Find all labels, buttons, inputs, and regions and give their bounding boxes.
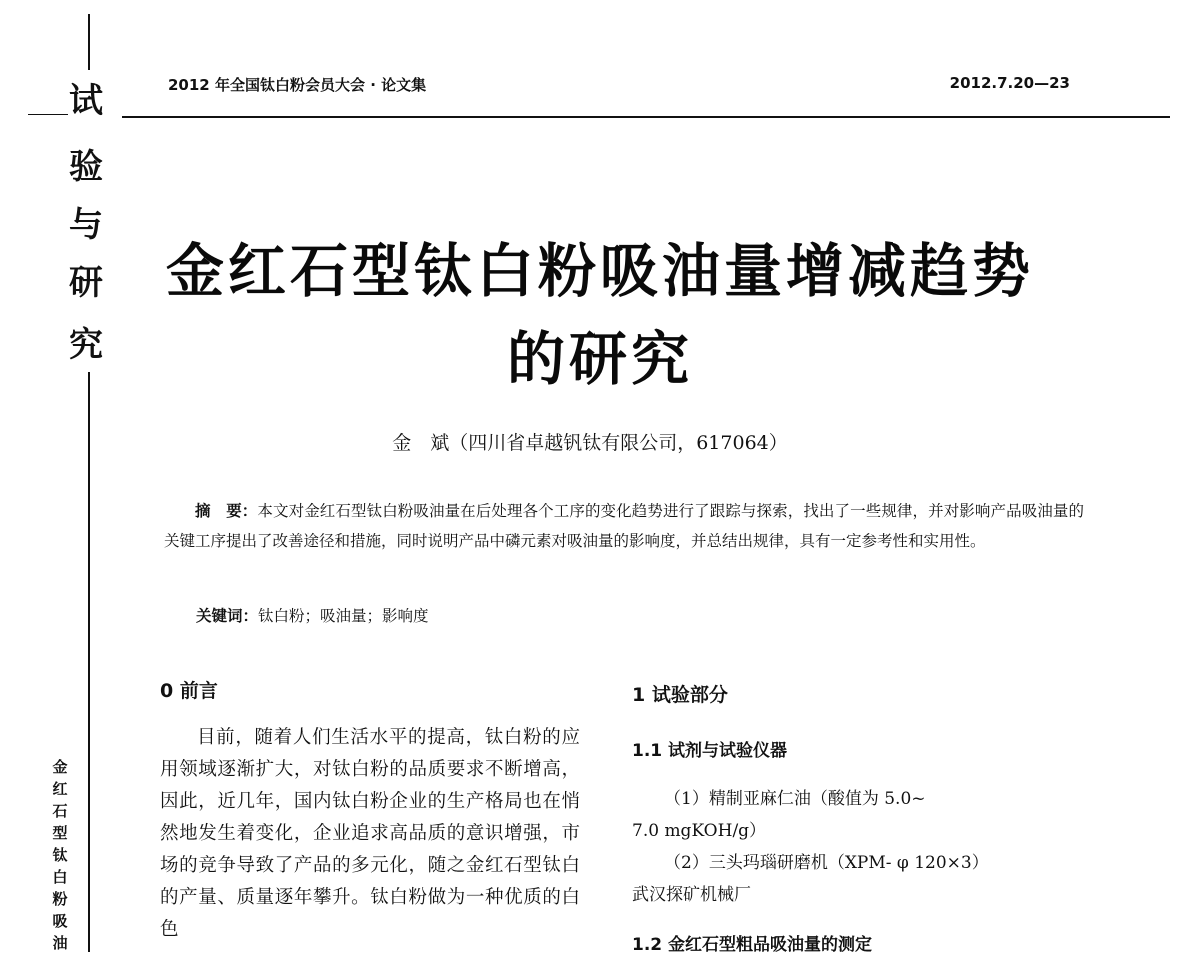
running-title-char-3: 石 — [52, 802, 68, 820]
section-1-2-heading: 1.2 金红石型粗品吸油量的测定 — [632, 935, 873, 955]
keywords-label: 关键词： — [196, 607, 259, 625]
running-title-char-1: 金 — [52, 758, 68, 776]
section-0-heading: 0 前言 — [160, 680, 218, 702]
header-rule — [122, 116, 1170, 118]
section-0-body: 目前，随着人们生活水平的提高，钛白粉的应用领域逐渐扩大，对钛白粉的品质要求不断增高，因此，近几年，国内钛白粉企业的生产格局也在悄然地发生着变化，企业追求高品质的意识增强，市场的竞争导致了产品的多元化，随之金红石型钛白的产量、质量逐年攀升。钛白粉做为一种优质的白色 — [160, 727, 580, 940]
abstract-text: 本文对金红石型钛白粉吸油量在后处理各个工序的变化趋势进行了跟踪与探索，找出了一些规律，并对影响产品吸油量的关键工序提出了改善途径和措施，同时说明产品中磷元素对吸油量的影响度，并总结出规律，具有一定参考性和实用性。 — [164, 502, 1084, 550]
side-line-top — [88, 14, 90, 70]
keywords-text: 钛白粉；吸油量；影响度 — [258, 607, 429, 625]
running-title-char-8: 吸 — [52, 912, 68, 930]
abstract — [164, 496, 1084, 556]
side-line-bottom — [88, 372, 90, 952]
reagent-item-1-line-2: 7.0 mgKOH/g） — [632, 821, 767, 841]
side-tab-char-2: 验 — [69, 147, 103, 187]
side-tab-char-5: 究 — [69, 325, 103, 365]
running-title-char-7: 粉 — [52, 890, 68, 908]
running-title-char-9: 油 — [52, 934, 68, 952]
header-date: 2012.7.20—23 — [949, 74, 1070, 92]
reagent-item-2-line-2: 武汉探矿机械厂 — [632, 885, 751, 905]
running-title-char-6: 白 — [52, 868, 68, 886]
reagent-item-2-line-1: （2）三头玛瑙研磨机（XPM- φ 120×3） — [664, 853, 989, 873]
keywords — [196, 604, 429, 626]
author-affiliation: 金 斌（四川省卓越钒钛有限公司，617064） — [392, 432, 788, 454]
reagent-item-1-line-1: （1）精制亚麻仁油（酸值为 5.0~ — [664, 789, 926, 809]
paper-title-line-1: 金红石型钛白粉吸油量增减趋势 — [165, 237, 1034, 305]
side-tab-char-3: 与 — [69, 205, 103, 245]
paper-title-line-2: 的研究 — [506, 325, 693, 393]
side-tab-char-1: 试 — [69, 81, 103, 121]
running-title-char-2: 红 — [52, 780, 68, 798]
section-1-heading: 1 试验部分 — [632, 684, 728, 706]
section-1-1-heading: 1.1 试剂与试验仪器 — [632, 741, 788, 761]
abstract-label: 摘 要： — [195, 502, 258, 520]
running-title-char-5: 钛 — [52, 846, 68, 864]
header-proceedings-title: 2012 年全国钛白粉会员大会 · 论文集 — [168, 76, 427, 94]
running-title-char-4: 型 — [52, 824, 68, 842]
side-tab-char-4: 研 — [69, 263, 103, 303]
